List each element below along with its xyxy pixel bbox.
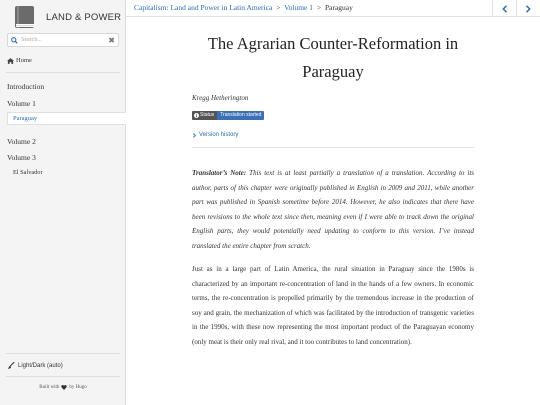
theme-toggle[interactable] (8, 362, 63, 369)
chevron-right-icon (525, 5, 532, 13)
theme-toggle-label: Light/Dark (auto) (18, 362, 63, 369)
heart-icon (61, 385, 67, 390)
breadcrumb (134, 3, 353, 12)
chevron-right-icon (192, 133, 197, 138)
search-icon (11, 37, 18, 44)
sidebar (0, 0, 126, 405)
page-title: The Agrarian Counter-Reformation in Paraguay (207, 34, 459, 81)
sidebar-divider (6, 353, 120, 354)
sidebar-divider (6, 376, 120, 377)
article (192, 30, 474, 349)
content-divider (192, 147, 474, 148)
topbar (126, 0, 540, 17)
breadcrumb-volume-link[interactable]: Volume 1 (284, 3, 313, 12)
body-paragraph: Just as in a large part of Latin America, the rural situation in Paraguay since the 1980s is characterized by an important re-concentration of land in the hands of a few owners. In economic terms, the re-concentration is propelled primarily by the tremendous increase in the production of soy and grain, the mechanization of which was facilitated by the introduction of transgenic varieties in the 1990s, with these now representing the most important product of the Paraguayan economy (only meat is their only real rival, and it too contributes to land concentration). (192, 265, 474, 346)
sidebar-item-volume-1[interactable]: Volume 1 (7, 99, 36, 108)
info-circle-icon (194, 113, 199, 118)
previous-page-button[interactable] (492, 0, 516, 17)
home-link[interactable] (7, 57, 32, 64)
breadcrumb-separator: > (276, 3, 281, 12)
brand[interactable] (14, 5, 124, 29)
breadcrumb-current: Paraguay (324, 3, 353, 12)
home-label: Home (16, 57, 32, 64)
search-box[interactable] (7, 33, 119, 47)
built-with-suffix: by Hugo (69, 385, 87, 390)
sidebar-divider (6, 72, 120, 73)
sidebar-item-volume-2[interactable]: Volume 2 (7, 137, 36, 146)
sidebar-item-introduction[interactable]: Introduction (7, 82, 45, 91)
sidebar-item-el-salvador[interactable]: El Salvador (13, 169, 43, 176)
status-badge (192, 111, 264, 120)
version-history-toggle[interactable] (192, 132, 474, 138)
search-input[interactable] (21, 37, 105, 43)
brush-icon (8, 362, 15, 369)
chevron-left-icon (501, 5, 508, 13)
translator-note (192, 166, 474, 253)
clear-search-icon[interactable]: ✖ (108, 36, 115, 45)
status-label-text: Status (200, 112, 215, 118)
built-with (0, 385, 126, 390)
status-badge-value: Translation started (217, 111, 264, 120)
sidebar-item-label: Paraguay (13, 115, 38, 122)
version-history-label: Version history (199, 132, 239, 138)
book-logo-icon (14, 5, 36, 29)
article-author: Kregg Hetherington (192, 94, 249, 102)
built-with-prefix: Built with (39, 385, 60, 390)
sidebar-item-paraguay[interactable] (7, 112, 126, 125)
home-icon (7, 58, 14, 64)
next-page-button[interactable] (516, 0, 540, 17)
sidebar-item-volume-3[interactable]: Volume 3 (7, 153, 36, 162)
brand-title: LAND & POWER (46, 11, 122, 23)
translator-note-heading: Translator’s Note: (192, 169, 247, 177)
status-badge-label (192, 111, 217, 120)
translator-note-body: This text is at least partially a translation of a translation. According to its author, parts of this chapter were originally published in English in 2009 and 2011, while another part was published in Spanish sometime before 2014. However, he also indicates that there have been revisions to the whole text since then, meaning even if I were able to track down the original English parts, they would potentially need updating to conform to this version. I’ve instead translated the entire chapter from scratch. (192, 169, 474, 250)
breadcrumb-root-link[interactable]: Capitalism: Land and Power in Latin America (134, 3, 273, 12)
breadcrumb-separator: > (316, 3, 322, 12)
